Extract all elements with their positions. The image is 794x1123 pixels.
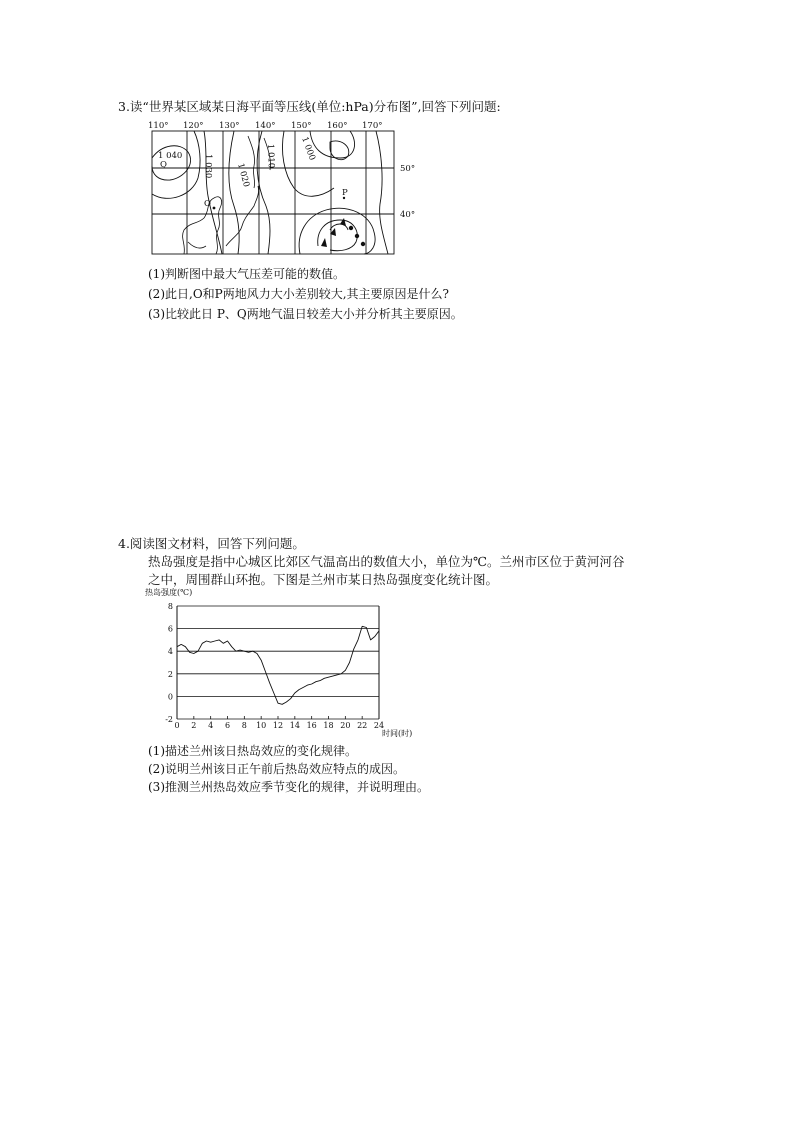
isobar-label: 1 010 xyxy=(265,143,276,169)
heat-island-chart xyxy=(142,586,413,742)
x-tick-label: 20 xyxy=(340,721,351,730)
x-tick-label: 6 xyxy=(224,721,231,730)
q4-sub3: (3)推测兰州热岛效应季节变化的规律，并说明理由。 xyxy=(148,780,430,794)
q4-stem: 4.阅读图文材料，回答下列问题。 xyxy=(118,536,305,551)
x-tick-label: 22 xyxy=(357,721,368,730)
y-tick-label: 6 xyxy=(167,624,173,634)
y-tick-label: 8 xyxy=(167,602,173,611)
isobar-map xyxy=(144,118,416,260)
q4-para-line1: 热岛强度是指中心城区比郊区气温高出的数值大小，单位为℃。兰州市区位于黄河河谷 xyxy=(148,554,625,569)
x-tick-label: 16 xyxy=(306,721,317,730)
q3-sub1: (1)判断图中最大气压差可能的数值。 xyxy=(148,267,345,281)
y-tick-label: -2 xyxy=(165,715,173,724)
x-tick-label: 4 xyxy=(208,721,214,730)
x-tick-label: 12 xyxy=(272,721,284,730)
q4-para-line2: 之中，周围群山环抱。下图是兰州市某日热岛强度变化统计图。 xyxy=(148,572,499,587)
y-tick-label: 0 xyxy=(167,692,173,702)
y-tick-label: 2 xyxy=(167,669,173,679)
x-tick-label: 18 xyxy=(323,721,334,730)
lon-label: 120° xyxy=(183,121,204,131)
lon-label: 160° xyxy=(327,121,348,131)
q3-stem: 3.读“世界某区域某日海平面等压线(单位:hPa)分布图”,回答下列问题: xyxy=(118,99,501,114)
lon-label: 110° xyxy=(148,121,169,131)
y-tick-label: 4 xyxy=(167,647,173,657)
x-tick-label: 0 xyxy=(174,721,180,730)
lon-label: 150° xyxy=(291,121,312,131)
point-label-p: P xyxy=(342,188,348,198)
isobar-label: 1 040 xyxy=(158,151,183,161)
chart-ylabel: 热岛强度(℃) xyxy=(145,588,193,597)
point-label-o: O xyxy=(204,199,211,209)
lon-label: 170° xyxy=(362,121,383,131)
chart-xlabel: 时间(时) xyxy=(382,729,413,738)
chart-series xyxy=(177,626,379,704)
heat-island-line xyxy=(177,626,379,704)
isobar-label: 1 030 xyxy=(203,154,213,179)
chart-ticks xyxy=(165,602,384,730)
lon-label: 130° xyxy=(219,121,240,131)
front-symbols xyxy=(213,197,366,247)
lat-label: 50° xyxy=(400,164,416,174)
isobar-label: 1 000 xyxy=(299,135,317,162)
q4-sub2: (2)说明兰州该日正午前后热岛效应特点的成因。 xyxy=(148,762,405,776)
isobar-label: 1 020 xyxy=(235,162,252,189)
x-tick-label: 2 xyxy=(191,721,197,730)
lon-label: 140° xyxy=(255,121,276,131)
point-label-q: Q xyxy=(160,160,167,170)
x-tick-label: 8 xyxy=(241,721,247,730)
x-tick-label: 10 xyxy=(256,721,267,730)
q4-sub1: (1)描述兰州该日热岛效应的变化规律。 xyxy=(148,744,357,758)
lat-label: 40° xyxy=(400,210,416,220)
q3-sub2: (2)此日,O和P两地风力大小差别较大,其主要原因是什么? xyxy=(148,287,449,301)
x-tick-label: 24 xyxy=(373,721,385,730)
q3-sub3: (3)比较此日 P、Q两地气温日较差大小并分析其主要原因。 xyxy=(148,307,463,321)
x-tick-label: 14 xyxy=(289,721,300,730)
